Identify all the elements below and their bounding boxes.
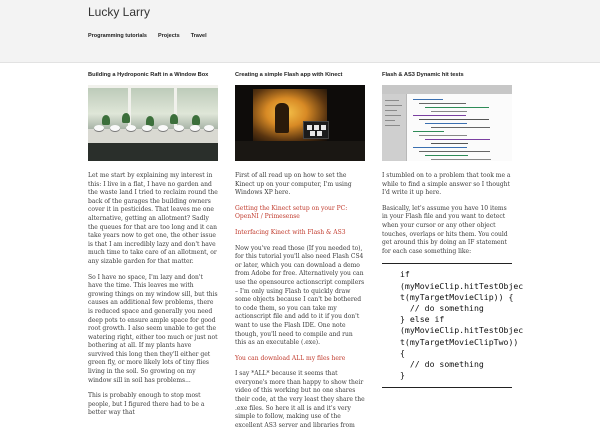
code-line-decoration [419, 135, 467, 136]
code-line-decoration [425, 123, 467, 124]
kinect-setup-link[interactable]: Getting the Kinect setup on your PC: OpenNI / Primesense [235, 204, 348, 221]
post-excerpt [88, 172, 218, 418]
code-line-decoration [413, 99, 443, 100]
excerpt-paragraph: Now you've read those (If you needed to), for this tutorial you'll also need Flash CS4 or later, which you can download a demo from Adobe for free. Alternatively you can use the opensource actionscript compilers – I'm only using Flash to quickly draw some objects because I can't be bothered to code them, so you can take my actionscript file and add to it if you don't want to use the Flash IDE. One note though, you'll need to compile and run this as an executable (.exe). [235, 244, 365, 347]
code-line-decoration [425, 139, 490, 140]
post-column-hydroponic [88, 72, 218, 425]
code-line-decoration [413, 147, 467, 148]
code-line-decoration [425, 155, 468, 156]
nav-projects[interactable]: Projects [157, 33, 180, 39]
excerpt-paragraph: I stumbled on to a problem that took me a while to find a simple answer so I thought I'd write it up here. [382, 172, 511, 197]
post-title[interactable]: Flash & AS3 Dynamic hit tests [382, 72, 464, 78]
code-editor-screenshot[interactable] [382, 85, 512, 161]
code-line-decoration [431, 111, 467, 112]
excerpt-paragraph: First of all read up on how to set the Kinect up on your computer, I'm using Windows XP here. [235, 172, 352, 197]
kinect-screen-image[interactable] [235, 85, 365, 161]
site-title[interactable]: Lucky Larry [88, 5, 151, 19]
excerpt-paragraph: Basically, let's assume you have 10 items in your Flash file and you want to detect when your cursor or any other object touches, overlaps or hits them. You could get around this by doing an IF statement for each case something like: [382, 204, 508, 255]
excerpt-paragraph: This is probably enough to stop most people, but I figured there had to be a better way that [88, 392, 205, 417]
download-files-link[interactable]: You can download ALL my files here [235, 354, 346, 362]
code-line-decoration [431, 143, 468, 144]
post-excerpt [235, 172, 365, 430]
excerpt-paragraph: Let me start by explaining my interest in this: I live in a flat, I have no garden and the waste land I tried to reclaim round the back of the garages the building owners cover it in pesticides. That leaves me one alternative, getting an allotment? Sadly the queues for that are too long and it can take years now to get one, the other issue is that I am incredibly lazy and don't have much time to take care of an allotment, or any sizable garden for that matter. [88, 172, 218, 265]
site-header [0, 0, 600, 63]
hydroponic-raft-image[interactable] [88, 85, 218, 161]
nav-programming-tutorials[interactable]: Programming tutorials [88, 33, 147, 39]
post-column-hit-tests [382, 72, 524, 388]
excerpt-paragraph: So I have no space, I'm lazy and don't have the time. This leaves me with growing things on my window sill, but this causes an additional few problems, there is reduced space and generally you need deep pots to ensure ample space for good root growth. I also seem unable to get the watering right, either too much or just not bothering at all. If my plants have survived this long then they'll either get green fly, or more likely lots of tiny flies living in the soil. So growing on my window sill in soil has problems... [88, 273, 218, 384]
code-line-decoration [419, 103, 466, 104]
code-line-decoration [425, 107, 489, 108]
code-line-decoration [419, 151, 490, 152]
code-line-decoration [413, 131, 444, 132]
nav-travel[interactable]: Travel [190, 33, 207, 39]
post-title[interactable]: Building a Hydroponic Raft in a Window Box [88, 72, 209, 78]
post-column-kinect [235, 72, 365, 437]
code-block: if (myMovieClip.hitTestObjec t(myTargetMovieClip)) { // do something } else if (myMovieClip.hitTestObjec t(myTargetMovieClipTwo)) { // do something } [382, 263, 512, 388]
post-excerpt [382, 172, 512, 256]
code-line-decoration [431, 127, 490, 128]
excerpt-paragraph: I say *ALL* because it seems that everyone's more than happy to show their video of this working but no one shares their code, at the very least they share the .exe files. So here it all is and it's very simple to follow, making use of the excellent AS3 server and libraries from [235, 370, 365, 429]
post-title[interactable]: Creating a simple Flash app with Kinect [235, 72, 343, 78]
code-line-decoration [419, 119, 489, 120]
code-line-decoration [413, 115, 466, 116]
main-nav [88, 33, 218, 39]
kinect-flash-link[interactable]: Interfacing Kinect with Flash & AS3 [235, 228, 346, 236]
code-line-decoration [431, 159, 491, 160]
